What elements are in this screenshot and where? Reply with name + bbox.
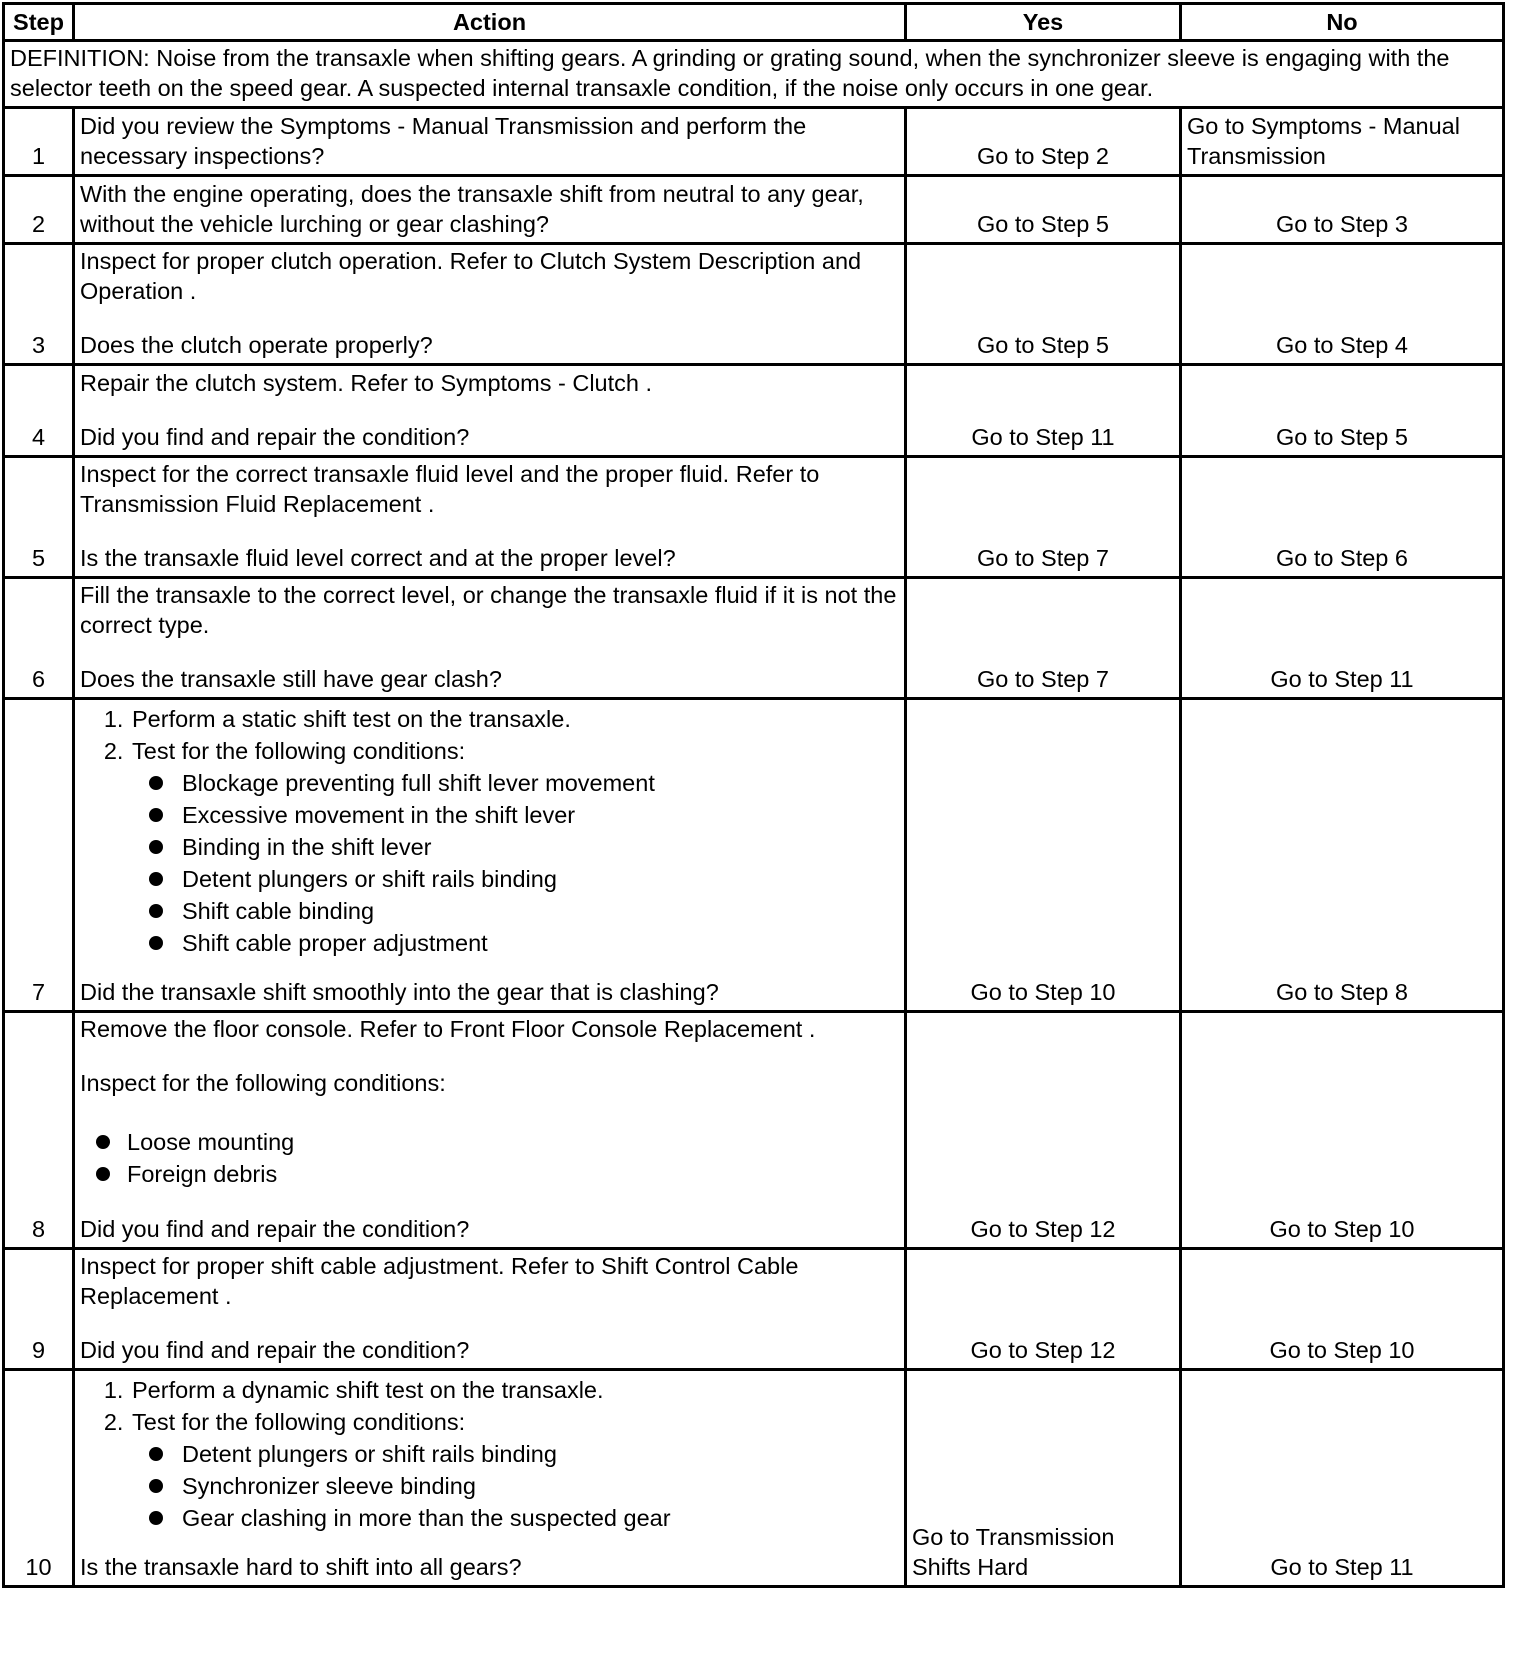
table-row [4, 1012, 1504, 1249]
action-intro: Inspect for the following conditions: [80, 1070, 446, 1096]
action-text: With the engine operating, does the transaxle shift from neutral to any gear, without the vehicle lurching or gear clashing? [74, 176, 906, 244]
header-yes: Yes [906, 4, 1181, 41]
step-number: 1 [4, 108, 74, 176]
list-item: 2. Test for the following conditions: Blockage preventing full shift lever movement Excessive movement in the shift lever Binding in the shift lever Detent plungers or shift rails binding Shift cable binding Shift cable proper adjustment [130, 735, 899, 959]
table-row [4, 176, 1504, 244]
numbered-list [80, 1374, 899, 1534]
action-question: Did the transaxle shift smoothly into the gear that is clashing? [80, 979, 719, 1005]
action-cell [74, 457, 906, 578]
list-item: 1. Perform a static shift test on the transaxle. [130, 703, 899, 735]
yes-result: Go to Step 11 [906, 365, 1181, 457]
no-result: Go to Step 11 [1181, 1370, 1504, 1587]
bullet-list [132, 1438, 899, 1534]
yes-result: Go to Transmission Shifts Hard [906, 1370, 1181, 1587]
bullet-item: Foreign debris [127, 1158, 899, 1190]
no-result: Go to Step 11 [1181, 578, 1504, 699]
no-result: Go to Step 6 [1181, 457, 1504, 578]
definition-text: DEFINITION: Noise from the transaxle when shifting gears. A grinding or grating sound, when the synchronizer sleeve is engaging with the selector teeth on the speed gear. A suspected internal transaxle condition, if the noise only occurs in one gear. [4, 41, 1504, 108]
table-row [4, 108, 1504, 176]
action-instruction: Repair the clutch system. Refer to Symptoms - Clutch . [80, 370, 653, 396]
bullet-item: Gear clashing in more than the suspected gear [180, 1502, 899, 1534]
table-row [4, 457, 1504, 578]
table-row [4, 244, 1504, 365]
bullet-list [132, 767, 899, 959]
action-instruction: Inspect for the correct transaxle fluid level and the proper fluid. Refer to Transmission Fluid Replacement . [80, 461, 820, 517]
action-question: Is the transaxle fluid level correct and at the proper level? [80, 545, 676, 571]
yes-result: Go to Step 7 [906, 578, 1181, 699]
header-step: Step [4, 4, 74, 41]
table-row [4, 1249, 1504, 1370]
action-instruction: Remove the floor console. Refer to Front Floor Console Replacement . [80, 1016, 816, 1042]
action-question: Did you find and repair the condition? [80, 1337, 470, 1363]
action-cell [74, 1012, 906, 1249]
action-cell [74, 1249, 906, 1370]
diagnostic-table [2, 2, 1505, 1588]
action-text: Did you review the Symptoms - Manual Transmission and perform the necessary inspections? [74, 108, 906, 176]
step-number: 4 [4, 365, 74, 457]
action-instruction: Inspect for proper clutch operation. Refer to Clutch System Description and Operation . [80, 248, 862, 304]
action-cell [74, 244, 906, 365]
header-no: No [1181, 4, 1504, 41]
bullet-list [80, 1126, 899, 1190]
no-result: Go to Step 10 [1181, 1249, 1504, 1370]
action-cell [74, 699, 906, 1012]
yes-result: Go to Step 5 [906, 176, 1181, 244]
step-number: 10 [4, 1370, 74, 1587]
step-number: 2 [4, 176, 74, 244]
table-row [4, 1370, 1504, 1587]
step-number: 9 [4, 1249, 74, 1370]
action-question: Did you find and repair the condition? [80, 424, 470, 450]
no-result: Go to Step 5 [1181, 365, 1504, 457]
yes-result: Go to Step 5 [906, 244, 1181, 365]
action-question: Does the clutch operate properly? [80, 332, 433, 358]
bullet-item: Shift cable binding [180, 895, 899, 927]
bullet-item: Detent plungers or shift rails binding [180, 1438, 899, 1470]
table-row [4, 699, 1504, 1012]
bullet-item: Detent plungers or shift rails binding [180, 863, 899, 895]
header-action: Action [74, 4, 906, 41]
action-cell [74, 578, 906, 699]
bullet-item: Binding in the shift lever [180, 831, 899, 863]
action-question: Did you find and repair the condition? [80, 1216, 470, 1242]
no-result: Go to Step 3 [1181, 176, 1504, 244]
yes-result: Go to Step 12 [906, 1249, 1181, 1370]
bullet-item: Loose mounting [127, 1126, 899, 1158]
step-number: 7 [4, 699, 74, 1012]
action-cell [74, 365, 906, 457]
action-instruction: Fill the transaxle to the correct level, or change the transaxle fluid if it is not the correct type. [80, 582, 897, 638]
no-result: Go to Step 4 [1181, 244, 1504, 365]
header-row [4, 4, 1504, 41]
bullet-item: Shift cable proper adjustment [180, 927, 899, 959]
step-number: 6 [4, 578, 74, 699]
list-item: 2. Test for the following conditions: Detent plungers or shift rails binding Synchronizer sleeve binding Gear clashing in more than the suspected gear [130, 1406, 899, 1534]
yes-result: Go to Step 2 [906, 108, 1181, 176]
action-cell [74, 1370, 906, 1587]
step-number: 5 [4, 457, 74, 578]
table-row [4, 365, 1504, 457]
definition-row [4, 41, 1504, 108]
bullet-item: Synchronizer sleeve binding [180, 1470, 899, 1502]
action-question: Does the transaxle still have gear clash? [80, 666, 502, 692]
action-question: Is the transaxle hard to shift into all gears? [80, 1554, 522, 1580]
no-result: Go to Symptoms - Manual Transmission [1181, 108, 1504, 176]
numbered-list [80, 703, 899, 959]
table-row [4, 578, 1504, 699]
yes-result: Go to Step 10 [906, 699, 1181, 1012]
action-instruction: Inspect for proper shift cable adjustment. Refer to Shift Control Cable Replacement . [80, 1253, 799, 1309]
yes-result: Go to Step 7 [906, 457, 1181, 578]
no-result: Go to Step 8 [1181, 699, 1504, 1012]
bullet-item: Blockage preventing full shift lever movement [180, 767, 899, 799]
step-number: 3 [4, 244, 74, 365]
step-number: 8 [4, 1012, 74, 1249]
bullet-item: Excessive movement in the shift lever [180, 799, 899, 831]
list-item: 1. Perform a dynamic shift test on the transaxle. [130, 1374, 899, 1406]
no-result: Go to Step 10 [1181, 1012, 1504, 1249]
yes-result: Go to Step 12 [906, 1012, 1181, 1249]
